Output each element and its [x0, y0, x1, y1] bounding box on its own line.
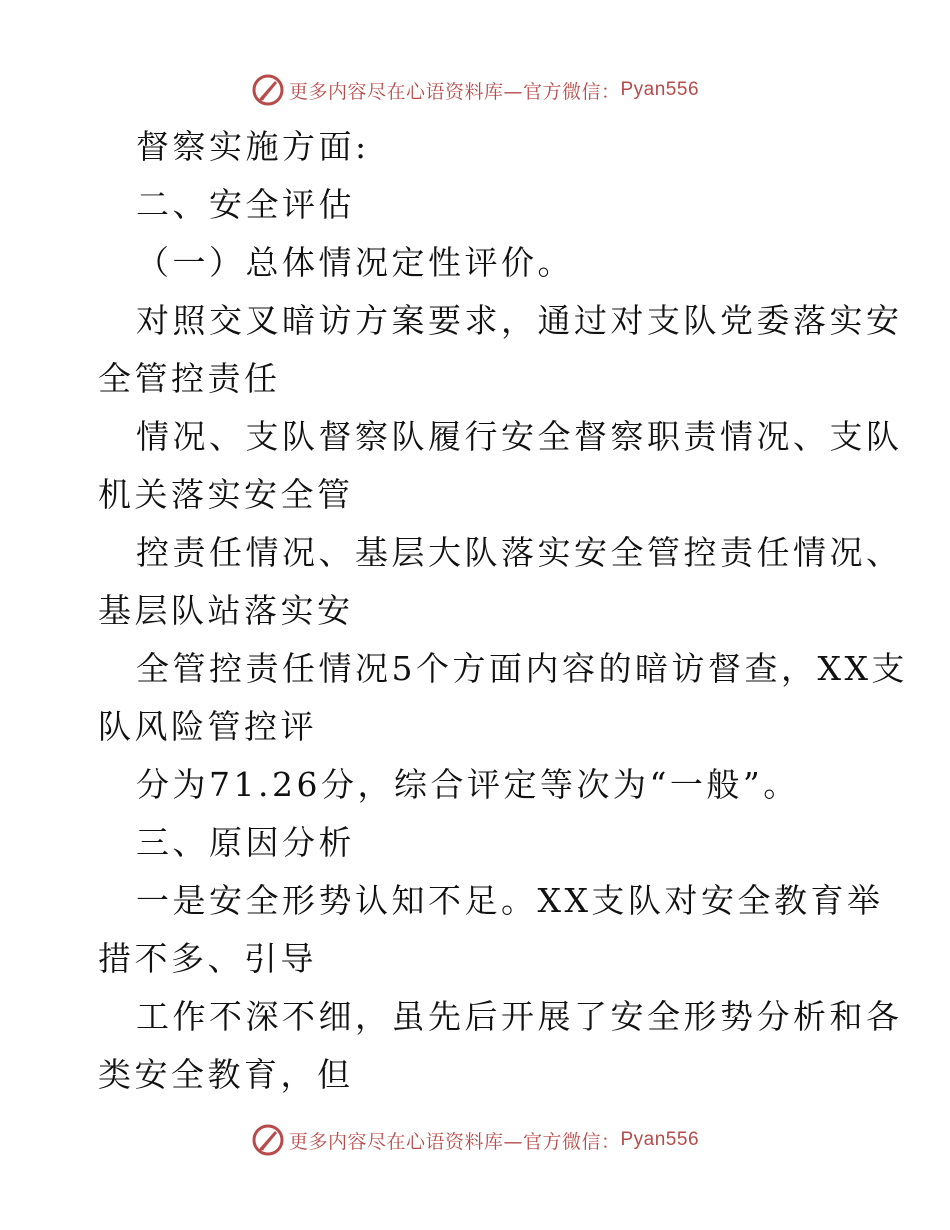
document-line: 对照交叉暗访方案要求，通过对支队党委落实安: [136, 301, 903, 340]
document-line: 措不多、引导: [98, 939, 317, 978]
document-line: 二、安全评估: [136, 185, 355, 224]
watermark-wechat-id: Pyan556: [620, 79, 700, 100]
document-line: 一是安全形势认知不足。XX支队对安全教育举: [136, 881, 884, 920]
watermark-wechat-id: Pyan556: [620, 1129, 700, 1150]
document-line: 督察实施方面:: [136, 127, 370, 166]
document-line: 分为71.26分，综合评定等次为“一般”。: [136, 765, 800, 804]
watermark-text: 更多内容尽在心语资料库—官方微信：: [288, 80, 621, 103]
document-line: 队风险管控评: [98, 707, 317, 746]
document-line: 情况、支队督察队履行安全督察职责情况、支队: [136, 417, 903, 456]
quill-logo-icon: [251, 73, 285, 107]
footer-watermark: [0, 1120, 950, 1160]
document-line: 工作不深不细，虽先后开展了安全形势分析和各: [136, 997, 903, 1036]
quill-logo-icon: [251, 1123, 285, 1157]
document-line: 控责任情况、基层大队落实安全管控责任情况、: [136, 533, 903, 572]
document-line: 三、原因分析: [136, 823, 355, 862]
document-line: （一）总体情况定性评价。: [136, 243, 574, 282]
header-watermark: [0, 70, 950, 110]
document-line: 基层队站落实安: [98, 591, 354, 630]
document-line: 全管控责任: [98, 359, 281, 398]
document-line: 类安全教育，但: [98, 1055, 354, 1094]
watermark-text: 更多内容尽在心语资料库—官方微信：: [288, 1130, 621, 1153]
document-line: 全管控责任情况5个方面内容的暗访督查，XX支: [136, 649, 908, 688]
document-line: 机关落实安全管: [98, 475, 354, 514]
